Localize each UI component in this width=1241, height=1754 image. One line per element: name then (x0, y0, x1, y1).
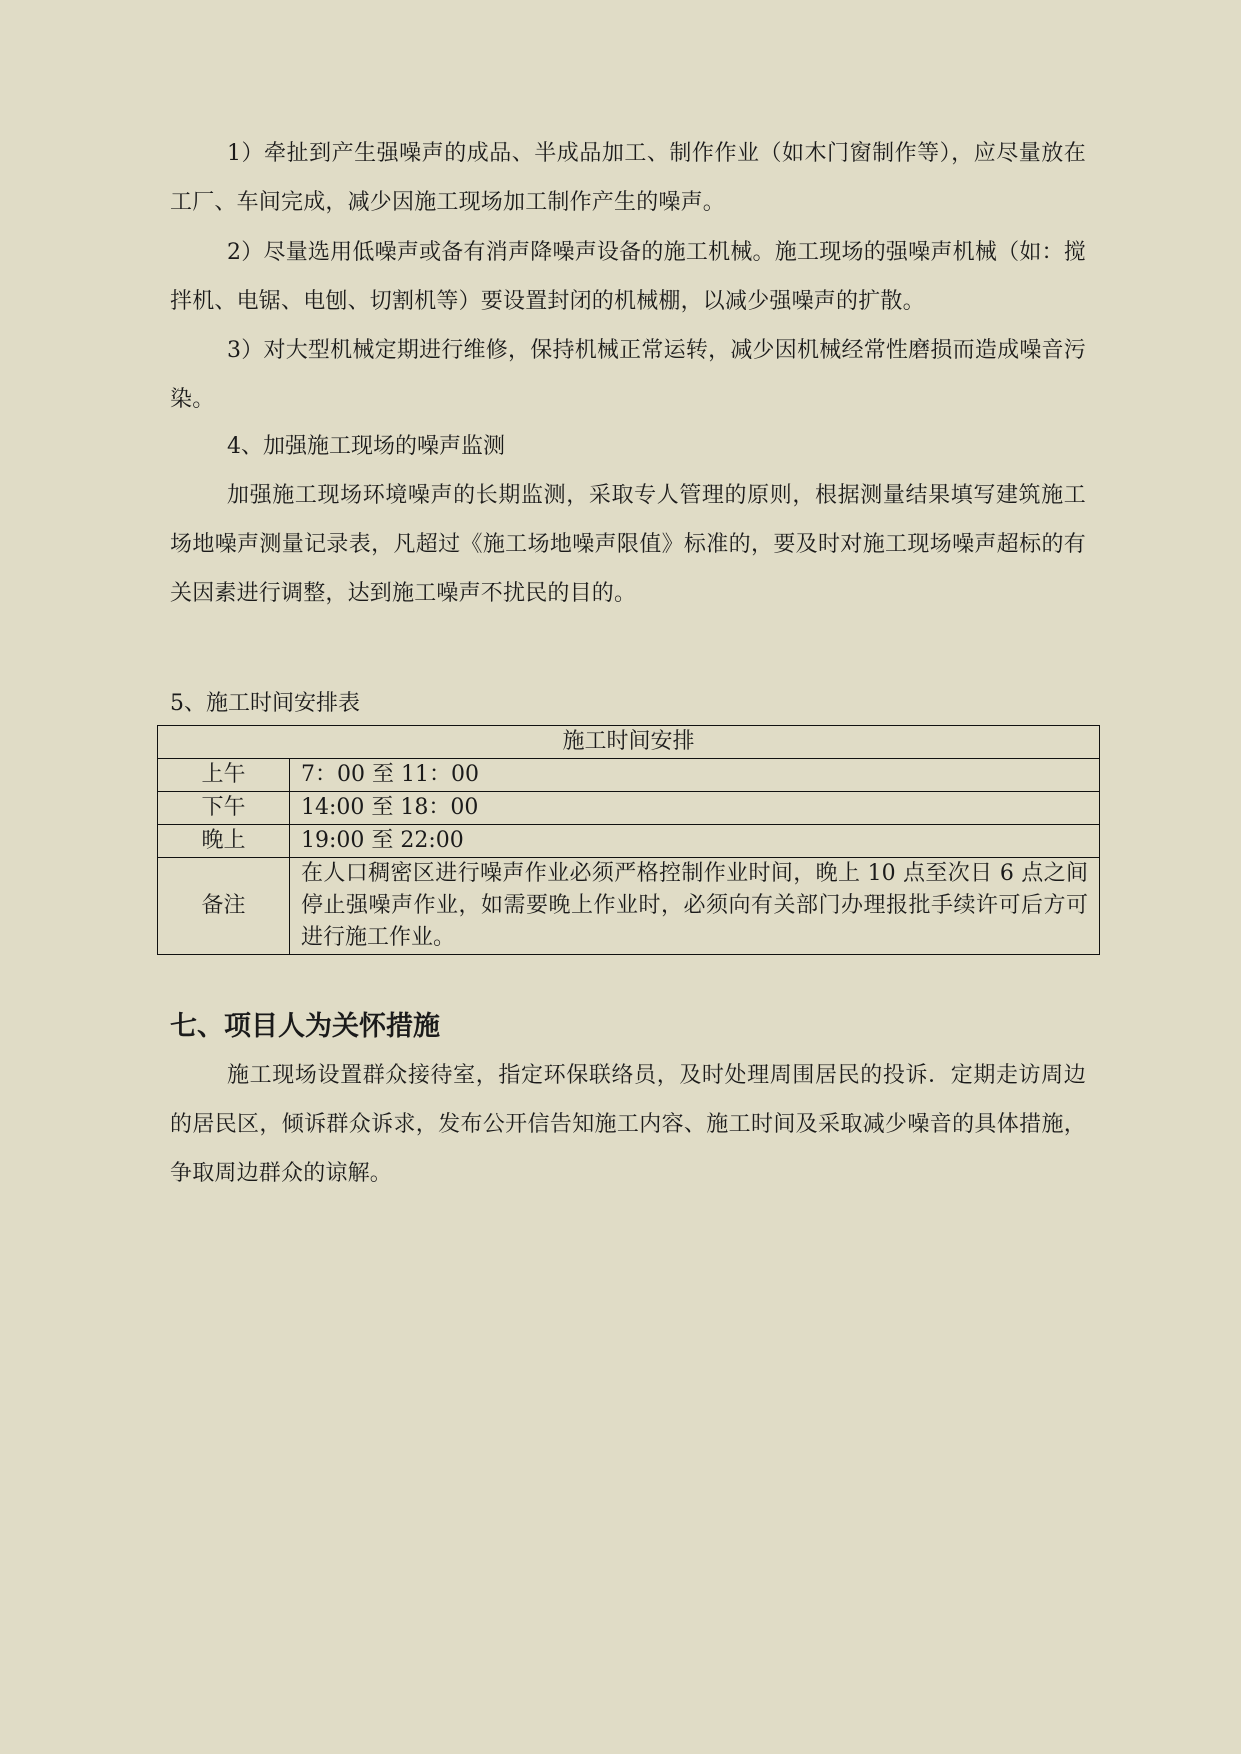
table-row (158, 759, 1100, 792)
paragraph-item-1: 1）牵扯到产生强噪声的成品、半成品加工、制作作业（如木门窗制作等），应尽量放在工厂、车间完成，减少因施工现场加工制作产生的噪声。 (170, 141, 1086, 215)
row-label-evening: 晚上 (158, 825, 290, 858)
table-row (158, 858, 1100, 955)
paragraph-item-2: 2）尽量选用低噪声或备有消声降噪声设备的施工机械。施工现场的强噪声机械（如：搅拌机、电锯、电刨、切割机等）要设置封闭的机械棚，以减少强噪声的扩散。 (170, 240, 1086, 314)
row-label-morning: 上午 (158, 759, 290, 792)
row-value-morning: 7：00 至 11：00 (290, 759, 1100, 792)
row-label-afternoon: 下午 (158, 792, 290, 825)
section7-heading: 七、项目人为关怀措施 (170, 1011, 440, 1042)
table-caption-row (158, 726, 1100, 759)
table-row (158, 825, 1100, 858)
paragraph-item-3: 3）对大型机械定期进行维修，保持机械正常运转，减少因机械经常性磨损而造成噪音污染。 (170, 338, 1086, 412)
table-row (158, 792, 1100, 825)
schedule-table (157, 725, 1100, 955)
row-value-evening: 19:00 至 22:00 (290, 825, 1100, 858)
table-caption: 施工时间安排 (158, 726, 1100, 759)
item4-body: 加强施工现场环境噪声的长期监测，采取专人管理的原则，根据测量结果填写建筑施工场地噪声测量记录表，凡超过《施工场地噪声限值》标准的，要及时对施工现场噪声超标的有关因素进行调整，达到施工噪声不扰民的目的。 (170, 483, 1086, 606)
row-value-afternoon: 14:00 至 18：00 (290, 792, 1100, 825)
row-label-note: 备注 (158, 858, 290, 955)
section7-body: 施工现场设置群众接待室，指定环保联络员，及时处理周围居民的投诉．定期走访周边的居民区，倾诉群众诉求，发布公开信告知施工内容、施工时间及采取减少噪音的具体措施，争取周边群众的谅解。 (170, 1063, 1086, 1186)
item5-heading: 5、施工时间安排表 (170, 691, 360, 716)
item4-heading: 4、加强施工现场的噪声监测 (227, 434, 505, 459)
row-value-note: 在人口稠密区进行噪声作业必须严格控制作业时间，晚上 10 点至次日 6 点之间停止强噪声作业，如需要晚上作业时，必须向有关部门办理报批手续许可后方可进行施工作业。 (290, 858, 1100, 955)
